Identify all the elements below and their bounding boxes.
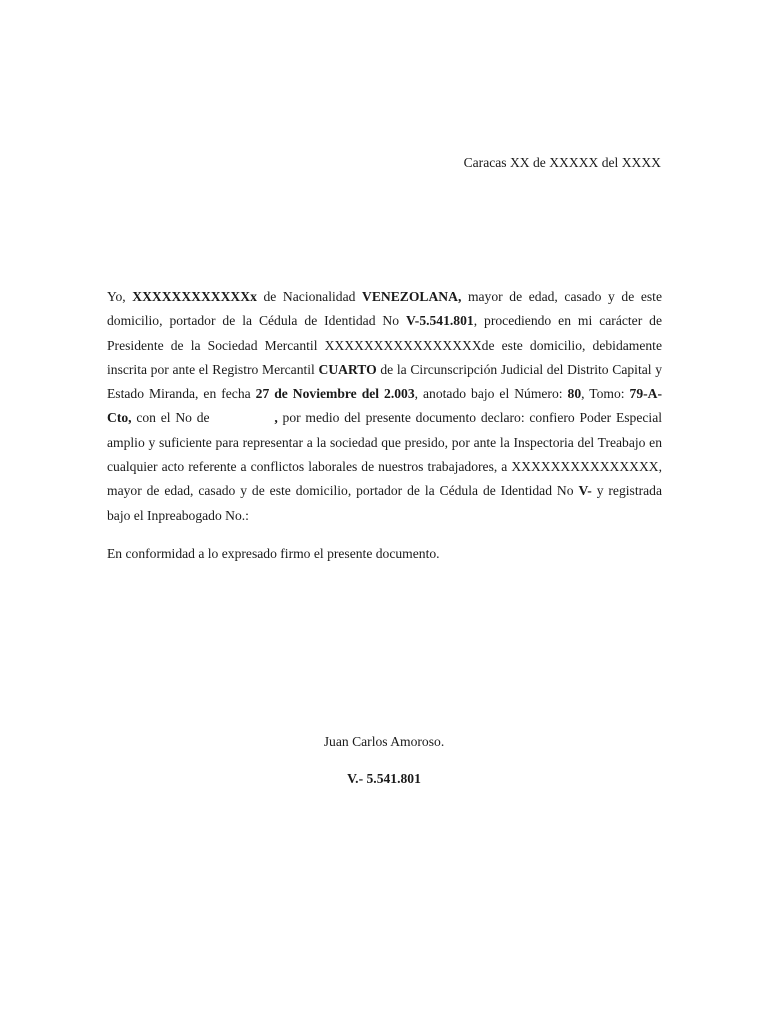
registration-number: 80 <box>567 386 582 402</box>
power-of-attorney-paragraph <box>107 285 662 528</box>
text-segment: , anotado bajo el Número: <box>414 386 568 402</box>
date-line: Caracas XX de XXXXX del XXXX <box>463 155 661 170</box>
text-segment: y registrada bajo el Inpreabogado No.: <box>107 483 662 523</box>
registration-date: 27 de Noviembre del 2.003 <box>255 386 415 402</box>
text-segment: Yo, <box>107 289 133 304</box>
text-segment: , Tomo: <box>581 386 630 402</box>
registro-mercantil: CUARTO <box>318 361 377 377</box>
v-prefix: V- <box>578 483 592 499</box>
text-segment: de Nacionalidad <box>256 289 363 304</box>
cedula-number: V-5.541.801 <box>405 313 474 329</box>
nationality: VENEZOLANA, <box>362 289 462 304</box>
signatory-id: V.- 5.541.801 <box>347 771 421 786</box>
tomo-value: 79-A-Cto, <box>107 386 662 426</box>
text-segment: de la Circunscripción Judicial del Distrito Capital y Estado Miranda, en fecha <box>107 361 663 402</box>
comma: , <box>274 410 278 426</box>
signatory-name: Juan Carlos Amoroso. <box>323 734 445 749</box>
text-segment: por medio del presente documento declaro: confiero Poder Especial amplio y suficiente para representar a la sociedad que presido, por ante la Inspectoria del Treabajo en cualquier acto referente a conflictos laborales de nuestros trabajadores, a XXXXXXXXXXXXXXX, mayor de edad, casado y de este domicilio, portador de la Cédula de Identidad No <box>107 410 662 499</box>
grantor-name-placeholder: XXXXXXXXXXXXx <box>132 289 257 304</box>
closing-statement: En conformidad a lo expresado firmo el presente documento. <box>107 546 440 561</box>
text-segment: mayor de edad, casado y de este domicilio, portador de la Cédula de Identidad No <box>107 289 662 329</box>
text-segment: con el No de <box>131 410 215 426</box>
text-segment: , procediendo en mi carácter de Presidente de la Sociedad Mercantil XXXXXXXXXXXXXXXXde este domicilio, debidamente inscrita por ante el Registro Mercantil <box>107 313 662 377</box>
